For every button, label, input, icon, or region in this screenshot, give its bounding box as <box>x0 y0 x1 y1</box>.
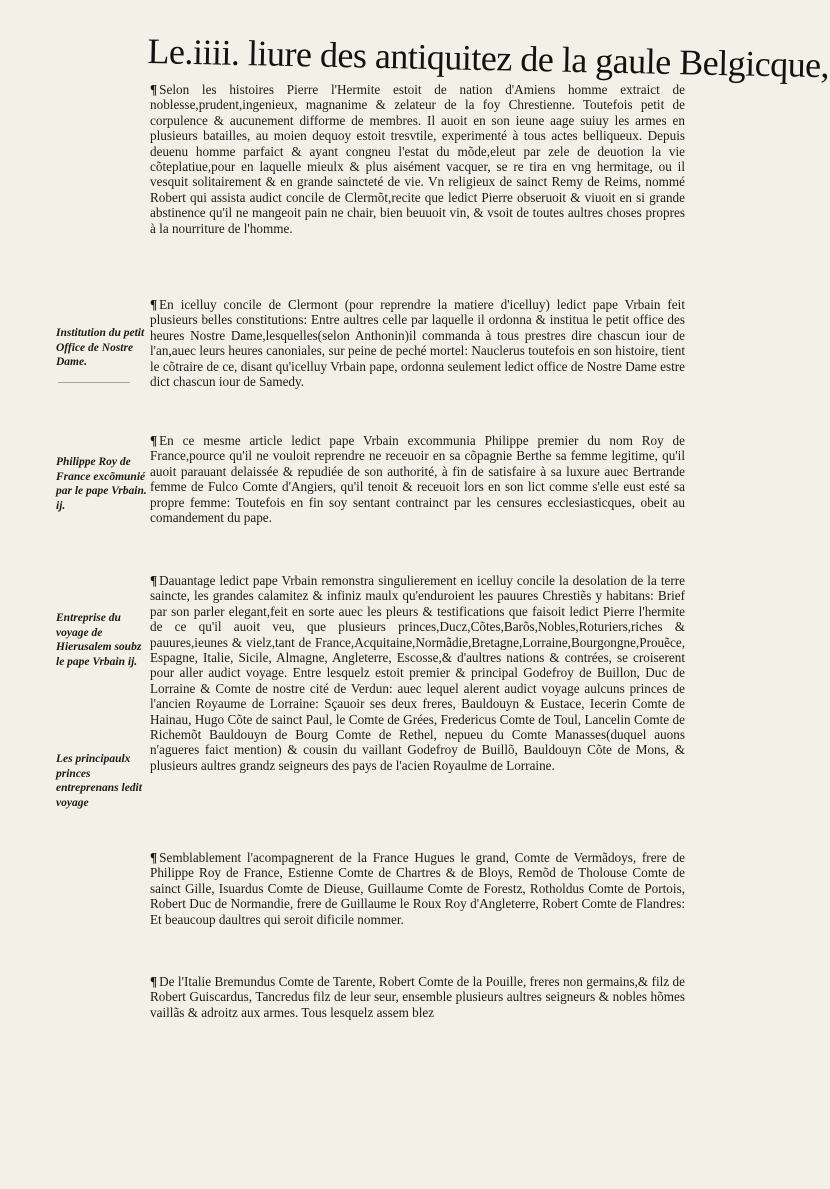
paragraph-5 <box>150 850 685 927</box>
paragraph-2 <box>150 297 685 389</box>
paragraph-6 <box>150 974 685 1020</box>
margin-note-voyage: Entreprise du voyage de Hierusalem soubz le pape Vrbain ij. <box>56 612 142 668</box>
paragraph-3 <box>150 433 685 525</box>
margin-note-princes: Les principaulx princes entreprenans ledit voyage <box>56 753 142 809</box>
margin-note-office: Institution du petit Office de Nostre Dame. <box>56 327 145 368</box>
paragraph-4 <box>150 573 685 773</box>
page-running-title: Le.iiii. liure des antiquitez de la gaule Belgicque, <box>147 30 830 86</box>
pilcrow-mark: ¶ <box>150 297 158 312</box>
margin-note-excommunication: Philippe Roy de France excõmunié par le pape Vrbain. ij. <box>56 456 147 512</box>
pilcrow-mark: ¶ <box>150 573 158 588</box>
paragraph-text: Selon les histoires Pierre l'Hermite estoit de nation d'Amiens homme extraict de noblesse,prudent,ingenieux, magnanime & zelateur de la foy Chrestienne. Toutefois petit de corpulence & aucunement difforme de membres. Il auoit en son ieune aage suiuy les armes en plusieurs batailles, au moien dequoy estoit tresvtile, experimenté à tous actes belliqueux. Depuis deuenu homme parfaict & ayant congneu l'estat du mõde,eleut par zele de deuotion la vie cõteplatiue,pour en laquelle mieulx & plus aisément vacquer, se re tira en vng hermitage, ou il vesquit solitairement & en grande saincteté de vie. Vn religieux de sainct Remy de Reims, nommé Robert qui assista audict concile de Clermõt,recite que ledict Pierre obseruoit & viuoit en si grande abstinence qu'il ne mangeoit pain ne chair, bien beuuoit vin, & vsoit de toutes aultres choses propres à la nourriture de l'homme. <box>150 82 685 236</box>
margin-rule <box>58 382 130 383</box>
paragraph-text: De l'Italie Bremundus Comte de Tarente, Robert Comte de la Pouille, freres non germains,& filz de Robert Guiscardus, Tancredus filz de leur seur, ensemble plusieurs aultres seigneurs & nobles hõmes vaillãs & adroitz aux armes. Tous lesquelz assem blez <box>150 974 685 1020</box>
pilcrow-mark: ¶ <box>150 850 158 865</box>
paragraph-text: En ce mesme article ledict pape Vrbain excommunia Philippe premier du nom Roy de France,pource qu'il ne vouloit reprendre ne receuoir en sa cõpagnie Berthe sa femme legitime, qu'il auoit parauant delaissée & repudiée de son authorité, à fin de satisfaire à sa luxure auec Bertrande femme de Fulco Comte d'Angiers, qu'il tenoit & receuoit lors en son lict comme s'elle eust esté sa propre femme: Toutefois en fin soy sentant contrainct par les censures ecclesiasticques, obeit au comandement du pape. <box>150 433 685 526</box>
paragraph-text: Semblablement l'acompagnerent de la France Hugues le grand, Comte de Vermãdoys, frere de Philippe Roy de France, Estienne Comte de Chartres & de Bloys, Remõd de Tholouse Comte de sainct Gille, Isuardus Comte de Dieuse, Guillaume Comte de Forestz, Rotholdus Comte de Portois, Robert Duc de Normandie, frere de Guillaume le Roux Roy d'Angleterre, Robert Comte de Flandres: Et beaucoup daultres qui seroit dificile nommer. <box>150 850 685 927</box>
paragraph-text: En icelluy concile de Clermont (pour reprendre la matiere d'icelluy) ledict pape Vrbain feit plusieurs belles constitutions: Entre aultres celle par laquelle il ordonna & institua le petit office des heures Nostre Dame,lesquelles(selon Anthonin)il commanda à tous prestres dire chascun iour de l'an,auec leurs heures canoniales, sur peine de peché mortel: Nauclerus toutefois en son histoire, tient le cõtraire de ce, disant qu'icelluy Vrbain pape, ordonna seulement ledict office de Nostre Dame estre dict chascun iour de Samedy. <box>150 297 685 390</box>
pilcrow-mark: ¶ <box>150 974 158 989</box>
paragraph-text: Dauantage ledict pape Vrbain remonstra singulierement en icelluy concile la desolation de la terre saincte, les grandes calamitez & infiniz maulx qu'enduroient les pauures Chrestiẽs y habitans: Brief par son parler elegant,feit en sorte auec les pleurs & testifications que faisoit ledict Pierre l'hermite de ce qu'il auoit veu, que plusieurs princes,Ducz,Cõtes,Barõs,Nobles,Roturiers,riches & pauures,ieunes & vielz,tant de France,Acquitaine,Normãdie,Bretagne,Lorraine,Bourgongne,Prouẽce, Espagne, Italie, Sicile, Almagne, Angleterre, Escosse,& d'aultres nations & contrées, se croiserent pour aller audict voyage. Entre lesquelz estoit premier & principal Godefroy de Buillon, Duc de Lorraine & Comte de nostre cité de Verdun: auec lequel alerent audict voyage aulcuns princes de l'ancien Royaume de Lorraine: Sçauoir ses deux freres, Bauldouyn & Eustace, Iecerin Comte de Hainau, Hugo Cõte de sainct Paul, le Comte de Grées, Fredericus Comte de Toul, Lancelin Comte de Richemõt Bauldouyn de Bourg Comte de Rethel, nepueu du Comte Manasses(duquel auons n'agueres faict mention) & cousin du vaillant Godefroy de Buillõ, Bauldouyn Cõte de Mons, & plusieurs aultres grandz seigneurs des pays de l'acien Royaulme de Lorraine. <box>150 573 685 773</box>
pilcrow-mark: ¶ <box>150 433 158 448</box>
pilcrow-mark: ¶ <box>150 82 158 97</box>
paragraph-1 <box>150 82 685 236</box>
